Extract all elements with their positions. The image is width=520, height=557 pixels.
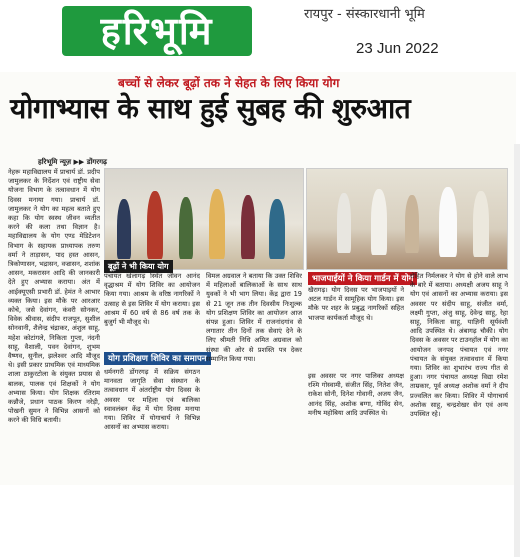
person-figure [439, 187, 457, 257]
person-figure [179, 197, 193, 259]
article-byline: हरिभूमि न्यूज़ ▶▶ डोंगरगढ़ [38, 158, 107, 166]
section-subhead: भाजपाईयों ने किया गार्डन में योग [308, 272, 417, 285]
article-column-bjp-cont: इस अवसर पर नगर पालिका अध्यक्ष रश्मि गोस्वामी, संजीत सिंह, नितेश जैन, राकेश सोनी, दिनेश गोवानी, अजय जैन, आनंद सिंह, अशोक बग्गा, गोविंद सेन, मनीष महोबिया आदि उपस्थित थे। [308, 372, 404, 417]
newspaper-logo: हरिभूमि [62, 6, 252, 56]
article-column-bjp: खैरागढ़। योग दिवस पर भाजपाइयों ने अटल गार्डन में सामूहिक योग किया। इस मौके पर शहर के प्रबुद्ध नागरिकों सहित भाजपा कार्यकर्ता मौजूद थे। [308, 286, 404, 322]
article-column-camp-cont: विमल अग्रवाल ने बताया कि उक्त शिविर में महिलाओं बालिकाओं के साथ साथ युवकों ने भी भाग लिया। केंद्र द्वारा 19 से 21 जून तक तीन दिवसीय निःशुल्क योग प्रशिक्षण शिविर का आयोजन आज संपन्न हुआ। शिविर में राजनांदगांव से लगातार तीन दिनों तक सेवाएं देने के लिए श्रीमती निधि अमित अग्रवाल को संस्था की ओर से प्रशस्ति पत्र देकर सम्मानित किया गया। [206, 272, 302, 363]
article-column-camp: धर्मनगरी डोंगरगढ़ में सक्रिय संगठन मानवता जागृति सेवा संस्थान के तत्वावधान में अंतर्राष्ट्रीय योग दिवस के अवसर पर महिला एवं बालिका स्वावलंबन केंद्र में योग दिवस मनाया गया। शिविर में योगाचार्य ने विभिन्न आसनों का अभ्यास कराया। [104, 368, 200, 432]
person-figure [117, 199, 131, 259]
issue-date: 23 Jun 2022 [356, 40, 439, 57]
section-subhead: योग प्रशिक्षण शिविर का समापन [104, 352, 211, 365]
article-kicker: बच्चों से लेकर बूढ़ों तक ने सेहत के लिए किया योग [118, 76, 340, 90]
article-column-right: रोहित निर्मलकर ने योग से होने वाले लाभ के बारे में बताया। अध्यक्षी अजय साहू ने योग एवं आसनों का अभ्यास कराया। इस अवसर पर संदीप साहू, संजीत वर्मा, लक्ष्मी गुप्ता, अंजु साहू, देवेन्द्र साहू, रेहा साहू, निकिता साहू, याज्ञिनी सूर्यवंशी आदि उपस्थित थे। अंबागढ़ चौकी। योग दिवस के अवसर पर टाउनहॉल में योग का आयोजन जनपद पंचायत एवं नगर पंचायत के संयुक्त तत्वावधान में किया गया। शिविर का शुभारंभ राज्य गीत से हुआ। नगर पंचायत अध्यक्ष विद्या रमेश ताम्रकार, पूर्व अध्यक्ष अशोक वर्मा ने दीप प्रज्वलित कर किया। शिविर में योगाचार्य अशोक साहू, चन्द्रशेखर सेन एवं अन्य उपस्थित रहे। [410, 272, 508, 419]
article-column-1: नेहरू महाविद्यालय में प्राचार्य डॉ. प्रदीप जामुलकर के निर्देशन एवं राष्ट्रीय सेवा योजना विभाग के तत्वावधान में योग दिवस मनाया गया। प्राचार्य डॉ. जामुलकर ने योग का महत्व बताते हुए कहा कि योग स्वस्थ जीवन व्यतीत करने की कला तथा विज्ञान है। महाविद्यालय के योग एण्ड मेडिटेशन विभाग के सहायक प्राध्यापक तरुण वर्मा ने ताड़ासन, पाद हस्त आसन, त्रिकोणासन, भद्रासन, वज्रासन, शशांक आसन, मकरासन आदि की जानकारी देते हुए अभ्यास कराया। अंत में आईक्यूएसी प्रभारी डॉ. हेमंत ने आभार व्यक्त किया। इस मौके पर आरआर कोचे, जसे देवांगन, कंवरी सोनकर, विवेक श्रीवास, संदीप राजपूत, सुशील सोनवानी, शैलेन्द्र चंद्राकर, अंशुल साहू, महेश कोटांगले, निकिता गुप्ता, नंदनी साहू, वैशाली, पवन देवांगन, शुभम वैष्णव, सुनील, झलेश्वर आदि मौजूद थे। इसी प्रकार प्राथमिक एवं माध्यमिक शाला ठाकुरटोला के संयुक्त प्रयास से बालक, पालक एवं शिक्षकों ने योग अभ्यास किया। योग शिक्षक रतिराम कन्नौजे, प्रधान पाठक किरण नरेड़ी, पोखनी सुमन ने विभिन्न आसनों को करने की विधि बतायी। [8, 168, 100, 425]
person-figure [473, 191, 489, 257]
person-figure [405, 195, 419, 253]
masthead [0, 0, 520, 72]
article-headline: योगाभ्यास के साथ हुई सुबह की शुरुआत [10, 92, 411, 125]
yoga-photo-elderly [104, 168, 304, 270]
article-column-elderly: पंचायत खेलागढ़ स्थित जीवन आनंद वृद्धाश्रम में योग शिविर का आयोजन किया गया। आश्रम के वरिष्ठ नागरिकों ने उत्साह से इस शिविर में योग कराया। इस आश्रम में 60 वर्ष से 86 वर्ष तक के बुजुर्ग भी मौजूद थे। [104, 272, 200, 327]
edition-line: रायपुर - संस्कारधानी भूमि [304, 7, 425, 22]
news-article [0, 72, 516, 485]
person-figure [147, 191, 163, 259]
photo-caption: बूढ़ों ने भी किया योग [104, 260, 173, 273]
page-edge [514, 144, 520, 557]
person-figure [371, 189, 387, 255]
person-figure [241, 195, 255, 259]
person-figure [269, 199, 285, 259]
person-figure [209, 189, 225, 259]
yoga-photo-garden [306, 168, 508, 270]
person-figure [337, 193, 351, 253]
